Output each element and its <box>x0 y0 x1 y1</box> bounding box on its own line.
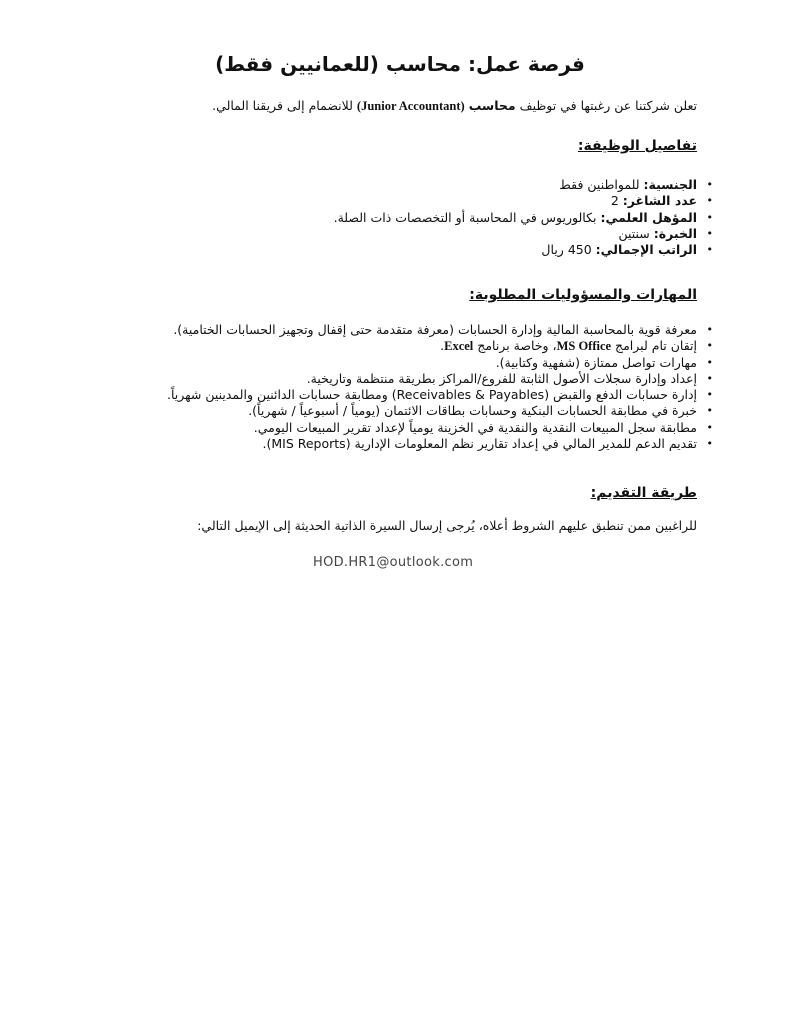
intro-prefix: تعلن شركتنا عن رغبتها في توظيف <box>515 98 697 113</box>
skill-text-mid: ، وخاصة برنامج <box>473 338 557 354</box>
detail-value: بكالوريوس في المحاسبة أو التخصصات ذات الصلة. <box>333 209 601 225</box>
bullet-icon: • <box>706 420 713 434</box>
skill-text: تقديم الدعم للمدير المالي في إعداد تقارير نظم المعلومات الإدارية (MIS Reports). <box>262 436 697 452</box>
bullet-icon: • <box>706 388 713 402</box>
skill-text-prefix: إتقان تام لبرامج <box>611 338 697 354</box>
skill-item <box>167 354 713 371</box>
bullet-icon: • <box>706 437 713 451</box>
details-heading: تفاصيل الوظيفة: <box>577 138 697 154</box>
detail-value: سنتين <box>618 225 654 241</box>
detail-item-experience <box>334 225 713 242</box>
skill-text: مهارات تواصل ممتازة (شفهية وكتابية). <box>495 354 697 370</box>
bullet-icon: • <box>706 339 713 353</box>
skill-item <box>167 419 713 436</box>
detail-label: المؤهل العلمي: <box>600 209 697 225</box>
detail-label: الجنسية: <box>643 177 697 192</box>
detail-label: عدد الشاغر: <box>622 193 697 209</box>
detail-value: 2 <box>610 193 623 209</box>
bullet-icon: • <box>706 178 713 191</box>
skill-text: معرفة قوية بالمحاسبة المالية وإدارة الحسابات (معرفة متقدمة حتى إقفال وتجهيز الحسابات الختامية). <box>173 322 697 337</box>
apply-heading: طريقة التقديم: <box>590 485 697 501</box>
page-title: فرصة عمل: محاسب (للعمانيين فقط) <box>215 52 585 76</box>
skill-item <box>167 403 713 419</box>
intro-suffix: للانضمام إلى فريقنا المالي. <box>212 98 357 113</box>
skill-text-end: . <box>440 338 445 354</box>
detail-item-vacancies <box>334 193 713 209</box>
skills-list <box>167 322 715 452</box>
email-address-link[interactable]: HOD.HR1@outlook.com <box>313 555 474 570</box>
details-list <box>334 177 715 258</box>
detail-label: الراتب الإجمالي: <box>595 242 697 258</box>
detail-value: 450 ريال <box>541 242 596 258</box>
bullet-icon: • <box>706 210 713 224</box>
skill-text: إعداد وإدارة سجلات الأصول الثابتة للفروع/المراكز بطريقة منتظمة وتاريخية. <box>306 370 697 386</box>
skill-text: إدارة حسابات الدفع والقبض (Receivables & Payables) ومطابقة حسابات الدائنين والمدينين شهرياً. <box>166 387 697 403</box>
skill-item <box>167 436 713 452</box>
skill-ms-office: MS Office <box>556 339 612 354</box>
detail-item-qualification <box>333 209 713 226</box>
skill-item <box>167 338 713 354</box>
bullet-icon: • <box>706 404 713 418</box>
bullet-icon: • <box>706 226 713 240</box>
skill-item <box>166 387 713 403</box>
skill-text: مطابقة سجل المبيعات النقدية والنقدية في الخزينة يومياً لإعداد تقرير المبيعات اليومي. <box>253 419 697 435</box>
bullet-icon: • <box>706 194 713 208</box>
skill-item <box>167 370 713 387</box>
bullet-icon: • <box>706 323 713 336</box>
apply-instructions: للراغبين ممن تنطبق عليهم الشروط أعلاه، يُرجى إرسال السيرة الذاتية الحديثة إلى الإيميل التالي: <box>197 518 697 533</box>
detail-label: الخبرة: <box>653 225 697 241</box>
intro-role-en: (Junior Accountant) <box>356 99 465 113</box>
skill-text: خبرة في مطابقة الحسابات البنكية وحسابات بطاقات الائتمان (يومياً / أسبوعياً / شهرياً). <box>248 403 697 419</box>
bullet-icon: • <box>706 243 713 257</box>
bullet-icon: • <box>706 355 713 369</box>
intro-role-ar: محاسب <box>468 98 516 113</box>
intro-paragraph <box>97 97 697 115</box>
bullet-icon: • <box>706 371 713 385</box>
detail-item-salary <box>334 242 713 258</box>
detail-value: للمواطنين فقط <box>559 177 644 192</box>
skill-excel: Excel <box>444 339 474 354</box>
skills-heading: المهارات والمسؤوليات المطلوبة: <box>469 287 697 303</box>
skill-item <box>167 322 713 338</box>
detail-item-nationality <box>334 177 713 193</box>
